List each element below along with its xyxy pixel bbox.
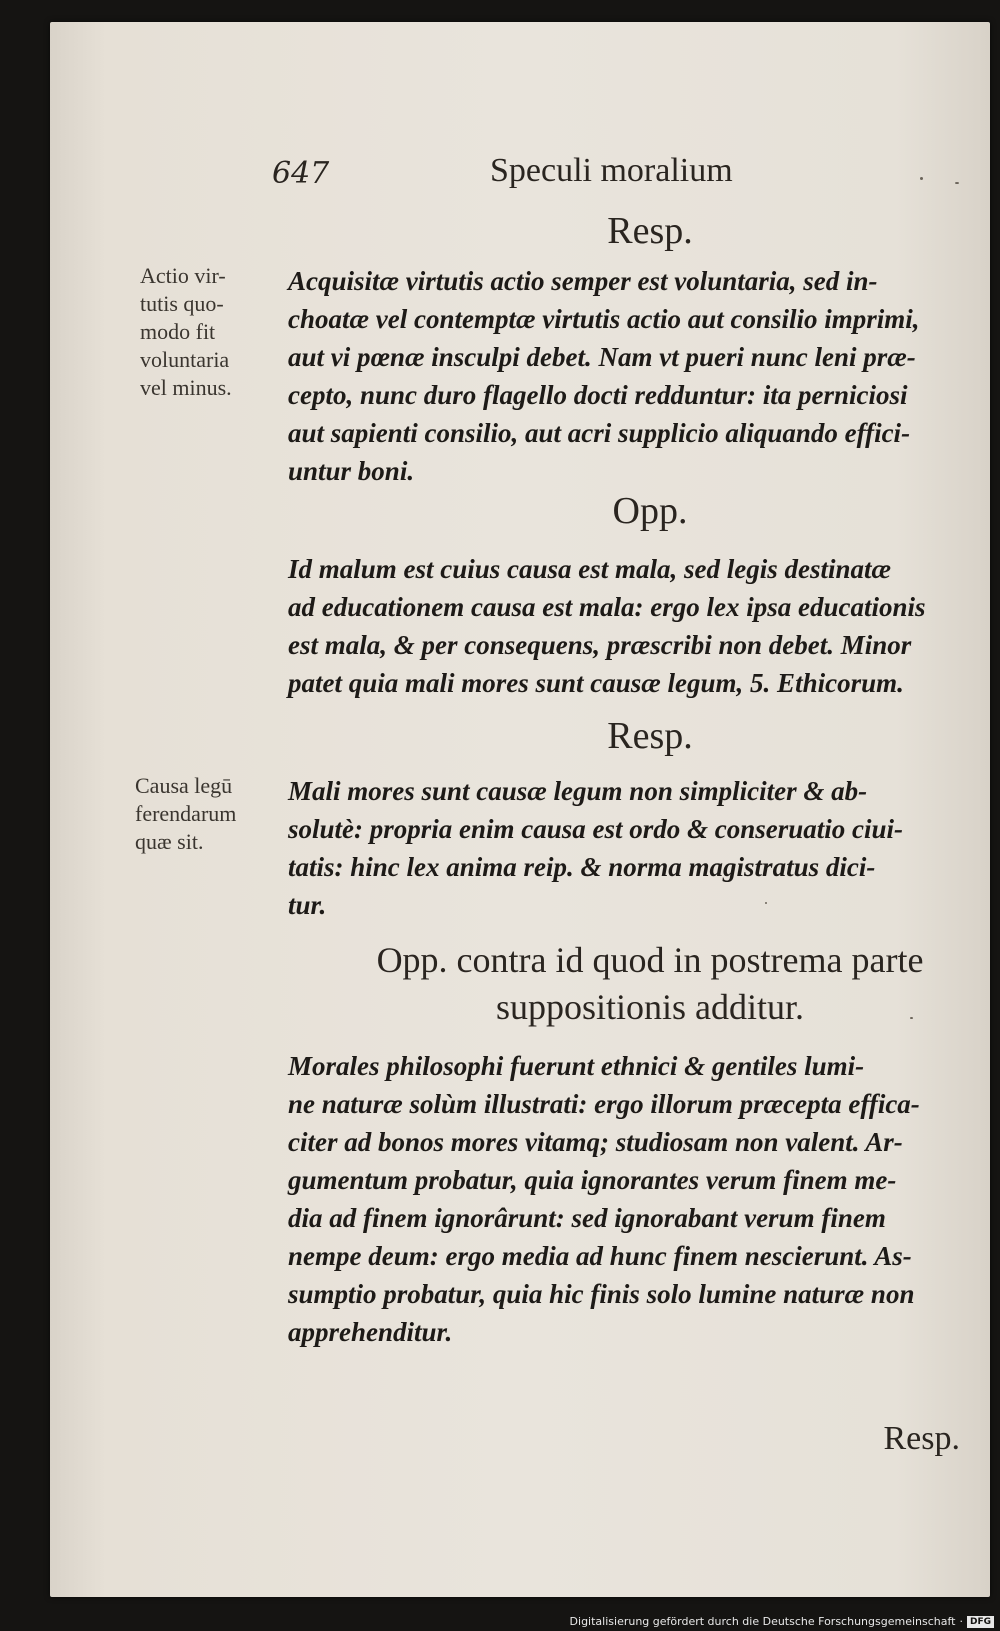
text-line: untur boni. — [288, 456, 415, 486]
text-line: tur. — [288, 890, 327, 920]
paper-speck — [955, 182, 959, 184]
text-line: aut sapienti consilio, aut acri supplicio aliquando effici- — [288, 418, 911, 448]
catchword: Resp. — [883, 1420, 960, 1457]
margin-note-line: tutis quo- — [140, 291, 224, 316]
section-heading: Opp. — [612, 490, 688, 532]
paragraph — [288, 550, 973, 702]
text-line: Id malum est cuius causa est mala, sed legis destinatæ — [288, 554, 892, 584]
margin-note-line: ferendarum — [135, 801, 237, 826]
text-line: choatæ vel contemptæ virtutis actio aut consilio imprimi, — [288, 304, 920, 334]
text-line: ad educationem causa est mala: ergo lex ipsa educationis — [288, 592, 926, 622]
margin-note-line: Actio vir- — [140, 263, 226, 288]
heading-line: suppositionis additur. — [495, 987, 805, 1027]
page-header — [50, 152, 990, 202]
text-line: Acquisitæ virtutis actio semper est voluntaria, sed in- — [288, 266, 878, 296]
paragraph — [288, 772, 973, 924]
paper-speck — [765, 902, 767, 904]
dfg-logo: DFG — [967, 1616, 994, 1628]
margin-note-line: modo fit — [140, 319, 216, 344]
running-title: Speculi moralium — [490, 152, 733, 189]
credit-text: Digitalisierung gefördert durch die Deutsche Forschungsgemeinschaft — [569, 1615, 956, 1628]
heading-line: Opp. contra id quod in postrema parte — [376, 940, 924, 980]
text-line: Morales philosophi fuerunt ethnici & gentiles lumi- — [288, 1051, 865, 1081]
paragraph — [288, 1047, 973, 1351]
digitization-credit: Digitalisierung gefördert durch die Deutsche Forschungsgemeinschaft · DFG — [570, 1615, 994, 1628]
text-line: tatis: hinc lex anima reip. & norma magistratus dici- — [288, 852, 876, 882]
margin-note — [140, 262, 290, 402]
margin-note-line: Causa legū — [135, 773, 233, 798]
text-line: sumptio probatur, quia hic finis solo lumine naturæ non — [288, 1279, 915, 1309]
text-line: patet quia mali mores sunt causæ legum, 5. Ethicorum. — [288, 668, 904, 698]
text-line: apprehenditur. — [288, 1317, 453, 1347]
section-heading: Resp. — [607, 210, 693, 252]
page-number: 647 — [272, 156, 330, 191]
paper-speck — [910, 1017, 913, 1019]
margin-note-line: quæ sit. — [135, 829, 204, 854]
margin-note-line: vel minus. — [140, 375, 232, 400]
text-line: solutè: propria enim causa est ordo & conseruatio ciui- — [288, 814, 904, 844]
book-page — [50, 22, 990, 1597]
text-line: citer ad bonos mores vitamq; studiosam non valent. Ar- — [288, 1127, 903, 1157]
text-line: aut vi pœnæ insculpi debet. Nam vt pueri nunc leni præ- — [288, 342, 916, 372]
text-line: est mala, & per consequens, præscribi non debet. Minor — [288, 630, 912, 660]
text-line: ne naturæ solùm illustrati: ergo illorum præcepta effica- — [288, 1089, 920, 1119]
text-line: gumentum probatur, quia ignorantes verum finem me- — [288, 1165, 897, 1195]
section-heading — [330, 937, 970, 1031]
margin-note-line: voluntaria — [140, 347, 230, 372]
margin-note — [135, 772, 285, 856]
text-line: Mali mores sunt causæ legum non simpliciter & ab- — [288, 776, 868, 806]
text-line: cepto, nunc duro flagello docti redduntur: ita perniciosi — [288, 380, 908, 410]
section-heading: Resp. — [607, 715, 693, 757]
paragraph — [288, 262, 973, 490]
text-line: dia ad finem ignorârunt: sed ignorabant verum finem — [288, 1203, 886, 1233]
paper-speck — [920, 177, 923, 180]
text-line: nempe deum: ergo media ad hunc finem nescierunt. As- — [288, 1241, 912, 1271]
